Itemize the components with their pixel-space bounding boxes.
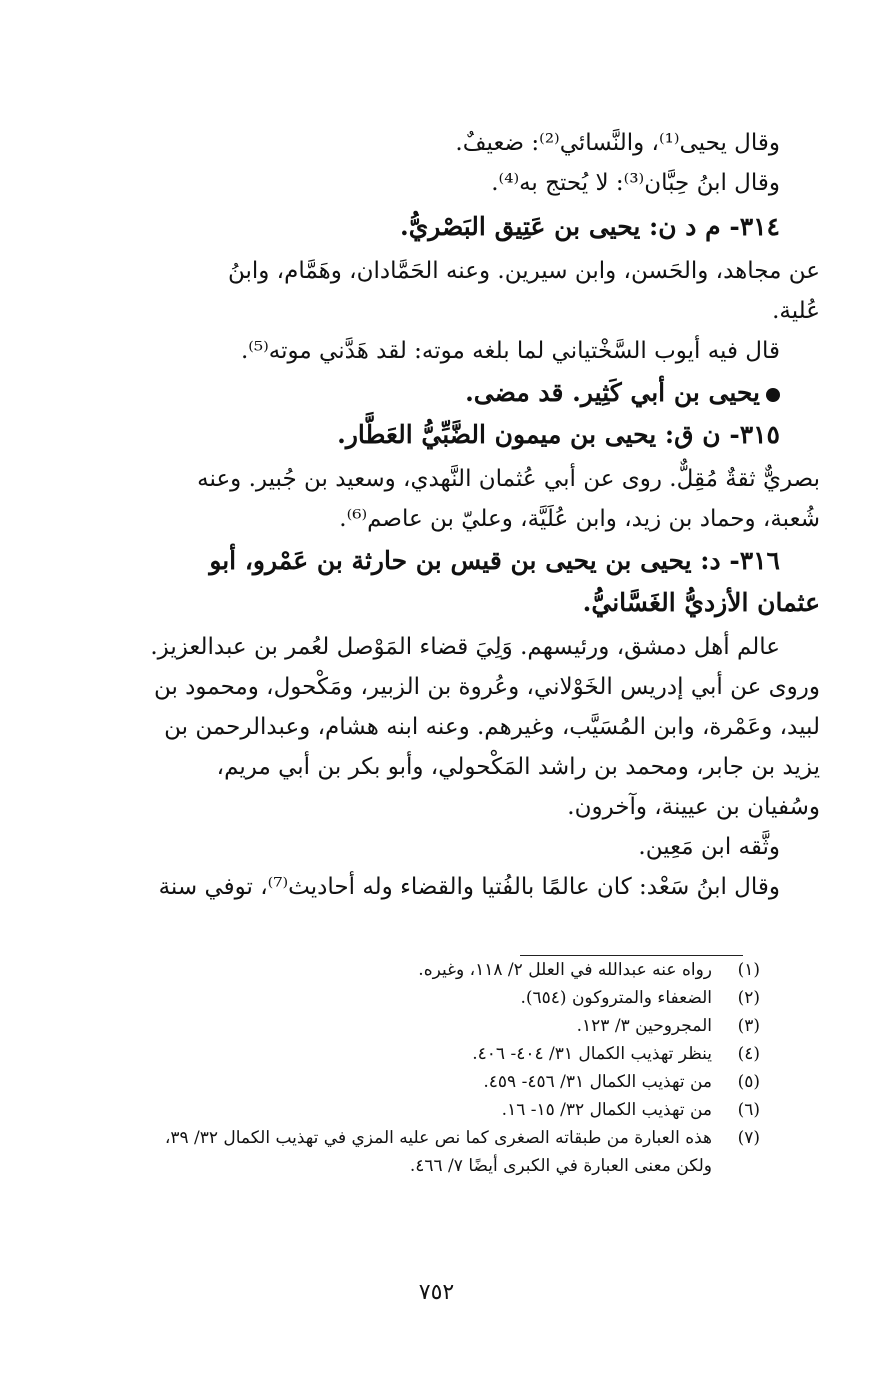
footnote-text: من تهذيب الكمال ٣١/ ٤٥٦- ٤٥٩. — [483, 1072, 712, 1092]
footnote-separator — [520, 955, 743, 956]
footnote-number: (٥) — [737, 1072, 760, 1092]
footnote-number: (٣) — [737, 1016, 760, 1036]
footnote — [60, 988, 760, 1018]
entry-heading: ٣١٦- د: يحيى بن يحيى بن قيس بن حارثة بن عَمْرو، أبو — [209, 546, 780, 575]
footnote-text: ولكن معنى العبارة في الكبرى أيضًا ٧/ ٤٦٦. — [409, 1156, 712, 1176]
entry-heading: ٣١٤- م د ن: يحيى بن عَتِيق البَصْريُّ. — [400, 212, 780, 241]
text-line: يزيد بن جابر، ومحمد بن راشد المَكْحولي، وأبو بكر بن أبي مريم، — [216, 754, 820, 780]
text-line: عالم أهل دمشق، ورئيسهم. وَلِيَ قضاء المَوْصل لعُمر بن عبدالعزيز. — [150, 634, 780, 660]
footnote — [60, 1072, 760, 1102]
footnote — [60, 1016, 760, 1046]
footnote — [60, 1128, 760, 1158]
footnote-number: (٢) — [737, 988, 760, 1008]
footnote-text: من تهذيب الكمال ٣٢/ ١٥- ١٦. — [501, 1100, 712, 1120]
footnote-number: (٧) — [737, 1128, 760, 1148]
footnote — [60, 960, 760, 990]
footnote-text: المجروحين ٣/ ١٢٣. — [576, 1016, 712, 1036]
text-line: لبيد، وعَمْرة، وابن المُسَيَّب، وغيرهم. وعنه ابنه هشام، وعبدالرحمن بن — [164, 714, 820, 740]
footnote — [60, 1044, 760, 1074]
bullet-icon — [766, 388, 780, 402]
text-line: شُعبة، وحماد بن زيد، وابن عُلَيَّة، وعليّ بن عاصم⁽⁶⁾. — [339, 506, 820, 532]
entry-heading — [465, 378, 780, 407]
text-line: وقال ابنُ سَعْد: كان عالمًا بالفُتيا والقضاء وله أحاديث⁽⁷⁾، توفي سنة — [158, 874, 780, 900]
text-line: وروى عن أبي إدريس الخَوْلاني، وعُروة بن الزبير، ومَكْحول، ومحمود بن — [153, 674, 820, 700]
entry-heading: عثمان الأزديُّ الغَسَّانيُّ. — [582, 588, 820, 617]
text-line: عن مجاهد، والحَسن، وابن سيرين. وعنه الحَمَّادان، وهَمَّام، وابنُ — [227, 258, 820, 284]
footnote-number: (٦) — [737, 1100, 760, 1120]
text-line: قال فيه أيوب السَّخْتياني لما بلغه موته: لقد هَدَّني موته⁽⁵⁾. — [240, 338, 780, 364]
entry-heading: ٣١٥- ن ق: يحيى بن ميمون الضَّبِّيُّ العَطَّار. — [337, 420, 780, 449]
footnote-number: (٤) — [737, 1044, 760, 1064]
text-line: وسُفيان بن عيينة، وآخرون. — [567, 794, 820, 820]
text-line: وثَّقه ابن مَعِين. — [638, 834, 780, 860]
footnote-number: (١) — [737, 960, 760, 980]
footnote-text: هذه العبارة من طبقاته الصغرى كما نص عليه المزي في تهذيب الكمال ٣٢/ ٣٩، — [164, 1128, 712, 1148]
footnote-text: الضعفاء والمتروكون (٦٥٤). — [520, 988, 712, 1008]
footnote-text: رواه عنه عبدالله في العلل ٢/ ١١٨، وغيره. — [418, 960, 712, 980]
entry-title: يحيى بن أبي كَثِير. قد مضى. — [465, 378, 760, 407]
text-line: بصريٌّ ثقةٌ مُقِلٌّ. روى عن أبي عُثمان النَّهدي، وسعيد بن جُبير. وعنه — [197, 466, 820, 492]
text-line: عُلية. — [772, 298, 820, 324]
footnote — [60, 1100, 760, 1130]
page-number: ٧٥٢ — [418, 1280, 455, 1305]
footnotes — [60, 960, 760, 1190]
footnote-continuation — [60, 1156, 760, 1186]
footnote-text: ينظر تهذيب الكمال ٣١/ ٤٠٤- ٤٠٦. — [472, 1044, 712, 1064]
text-line: وقال يحيى⁽¹⁾، والنَّسائي⁽²⁾: ضعيفٌ. — [455, 130, 780, 156]
text-line: وقال ابنُ حِبَّان⁽³⁾: لا يُحتج به⁽⁴⁾. — [491, 170, 780, 196]
